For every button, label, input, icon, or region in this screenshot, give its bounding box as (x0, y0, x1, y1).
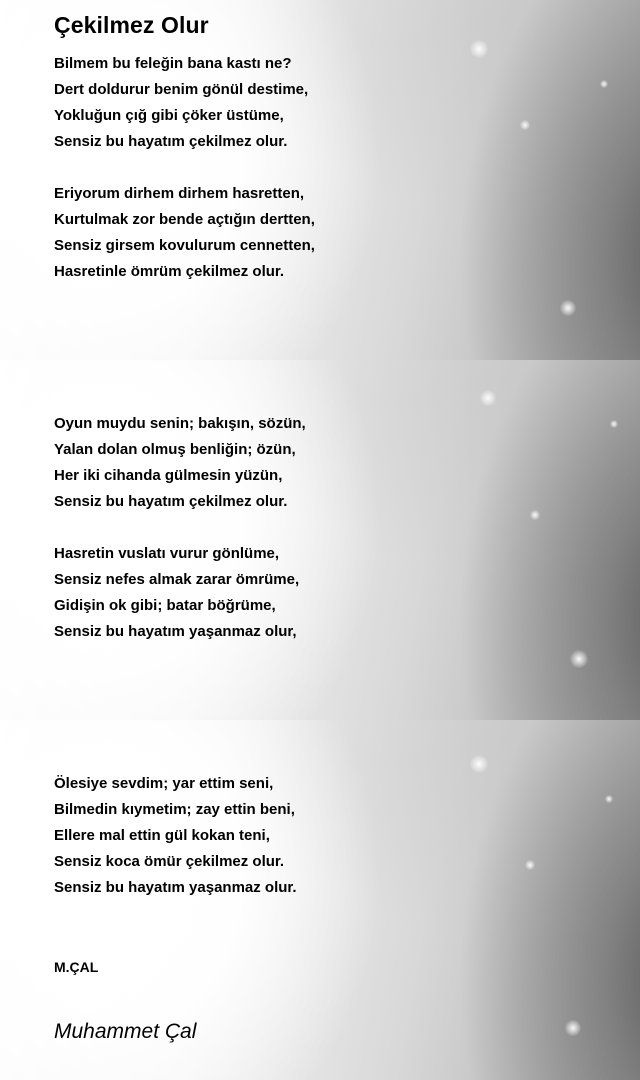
poem-line: Sensiz koca ömür çekilmez olur. (54, 853, 285, 870)
poem-panel-2 (0, 360, 640, 720)
sparkle-decoration (520, 120, 530, 130)
poem-panel-3 (0, 720, 640, 1080)
poem-line: Kurtulmak zor bende açtığın dertten, (54, 211, 315, 228)
sparkle-decoration (565, 1020, 581, 1036)
stanza-4 (54, 541, 299, 645)
sparkle-decoration (560, 300, 576, 316)
poem-line: Sensiz bu hayatım yaşanmaz olur, (54, 623, 297, 640)
poem-line: Hasretinle ömrüm çekilmez olur. (54, 263, 285, 280)
sparkle-decoration (530, 510, 540, 520)
sparkle-decoration (610, 420, 618, 428)
stanza-2 (54, 181, 315, 285)
poem-line: Bilmedin kıymetim; zay ettin beni, (54, 801, 295, 818)
poem-line: Eriyorum dirhem dirhem hasretten, (54, 185, 305, 202)
author-name: Muhammet Çal (54, 1020, 197, 1043)
poem-line: Sensiz girsem kovulurum cennetten, (54, 237, 315, 254)
sparkle-decoration (600, 80, 608, 88)
stanza-1 (54, 51, 308, 155)
poem-signature: M.ÇAL (54, 959, 99, 975)
sparkle-decoration (525, 860, 535, 870)
poem-panel-1 (0, 0, 640, 360)
sparkle-decoration (470, 40, 488, 58)
poem-line: Bilmem bu feleğin bana kastı ne? (54, 55, 292, 72)
poem-line: Her iki cihanda gülmesin yüzün, (54, 467, 283, 484)
poem-line: Sensiz bu hayatım çekilmez olur. (54, 133, 288, 150)
poem-line: Sensiz bu hayatım çekilmez olur. (54, 493, 288, 510)
sparkle-decoration (605, 795, 613, 803)
poem-line: Sensiz bu hayatım yaşanmaz olur. (54, 879, 297, 896)
sparkle-decoration (570, 650, 588, 668)
poem-title: Çekilmez Olur (54, 12, 209, 38)
poem-line: Ölesiye sevdim; yar ettim seni, (54, 775, 274, 792)
poem-line: Gidişin ok gibi; batar böğrüme, (54, 597, 276, 614)
poem-line: Dert doldurur benim gönül destime, (54, 81, 309, 98)
sparkle-decoration (470, 755, 488, 773)
poem-line: Oyun muydu senin; bakışın, sözün, (54, 415, 306, 432)
poem-line: Yalan dolan olmuş benliğin; özün, (54, 441, 296, 458)
poem-line: Sensiz nefes almak zarar ömrüme, (54, 571, 300, 588)
poem-line: Ellere mal ettin gül kokan teni, (54, 827, 270, 844)
stanza-5 (54, 771, 297, 901)
poem-line: Hasretin vuslatı vurur gönlüme, (54, 545, 280, 562)
poem-line: Yokluğun çığ gibi çöker üstüme, (54, 107, 284, 124)
sparkle-decoration (480, 390, 496, 406)
stanza-3 (54, 411, 306, 515)
